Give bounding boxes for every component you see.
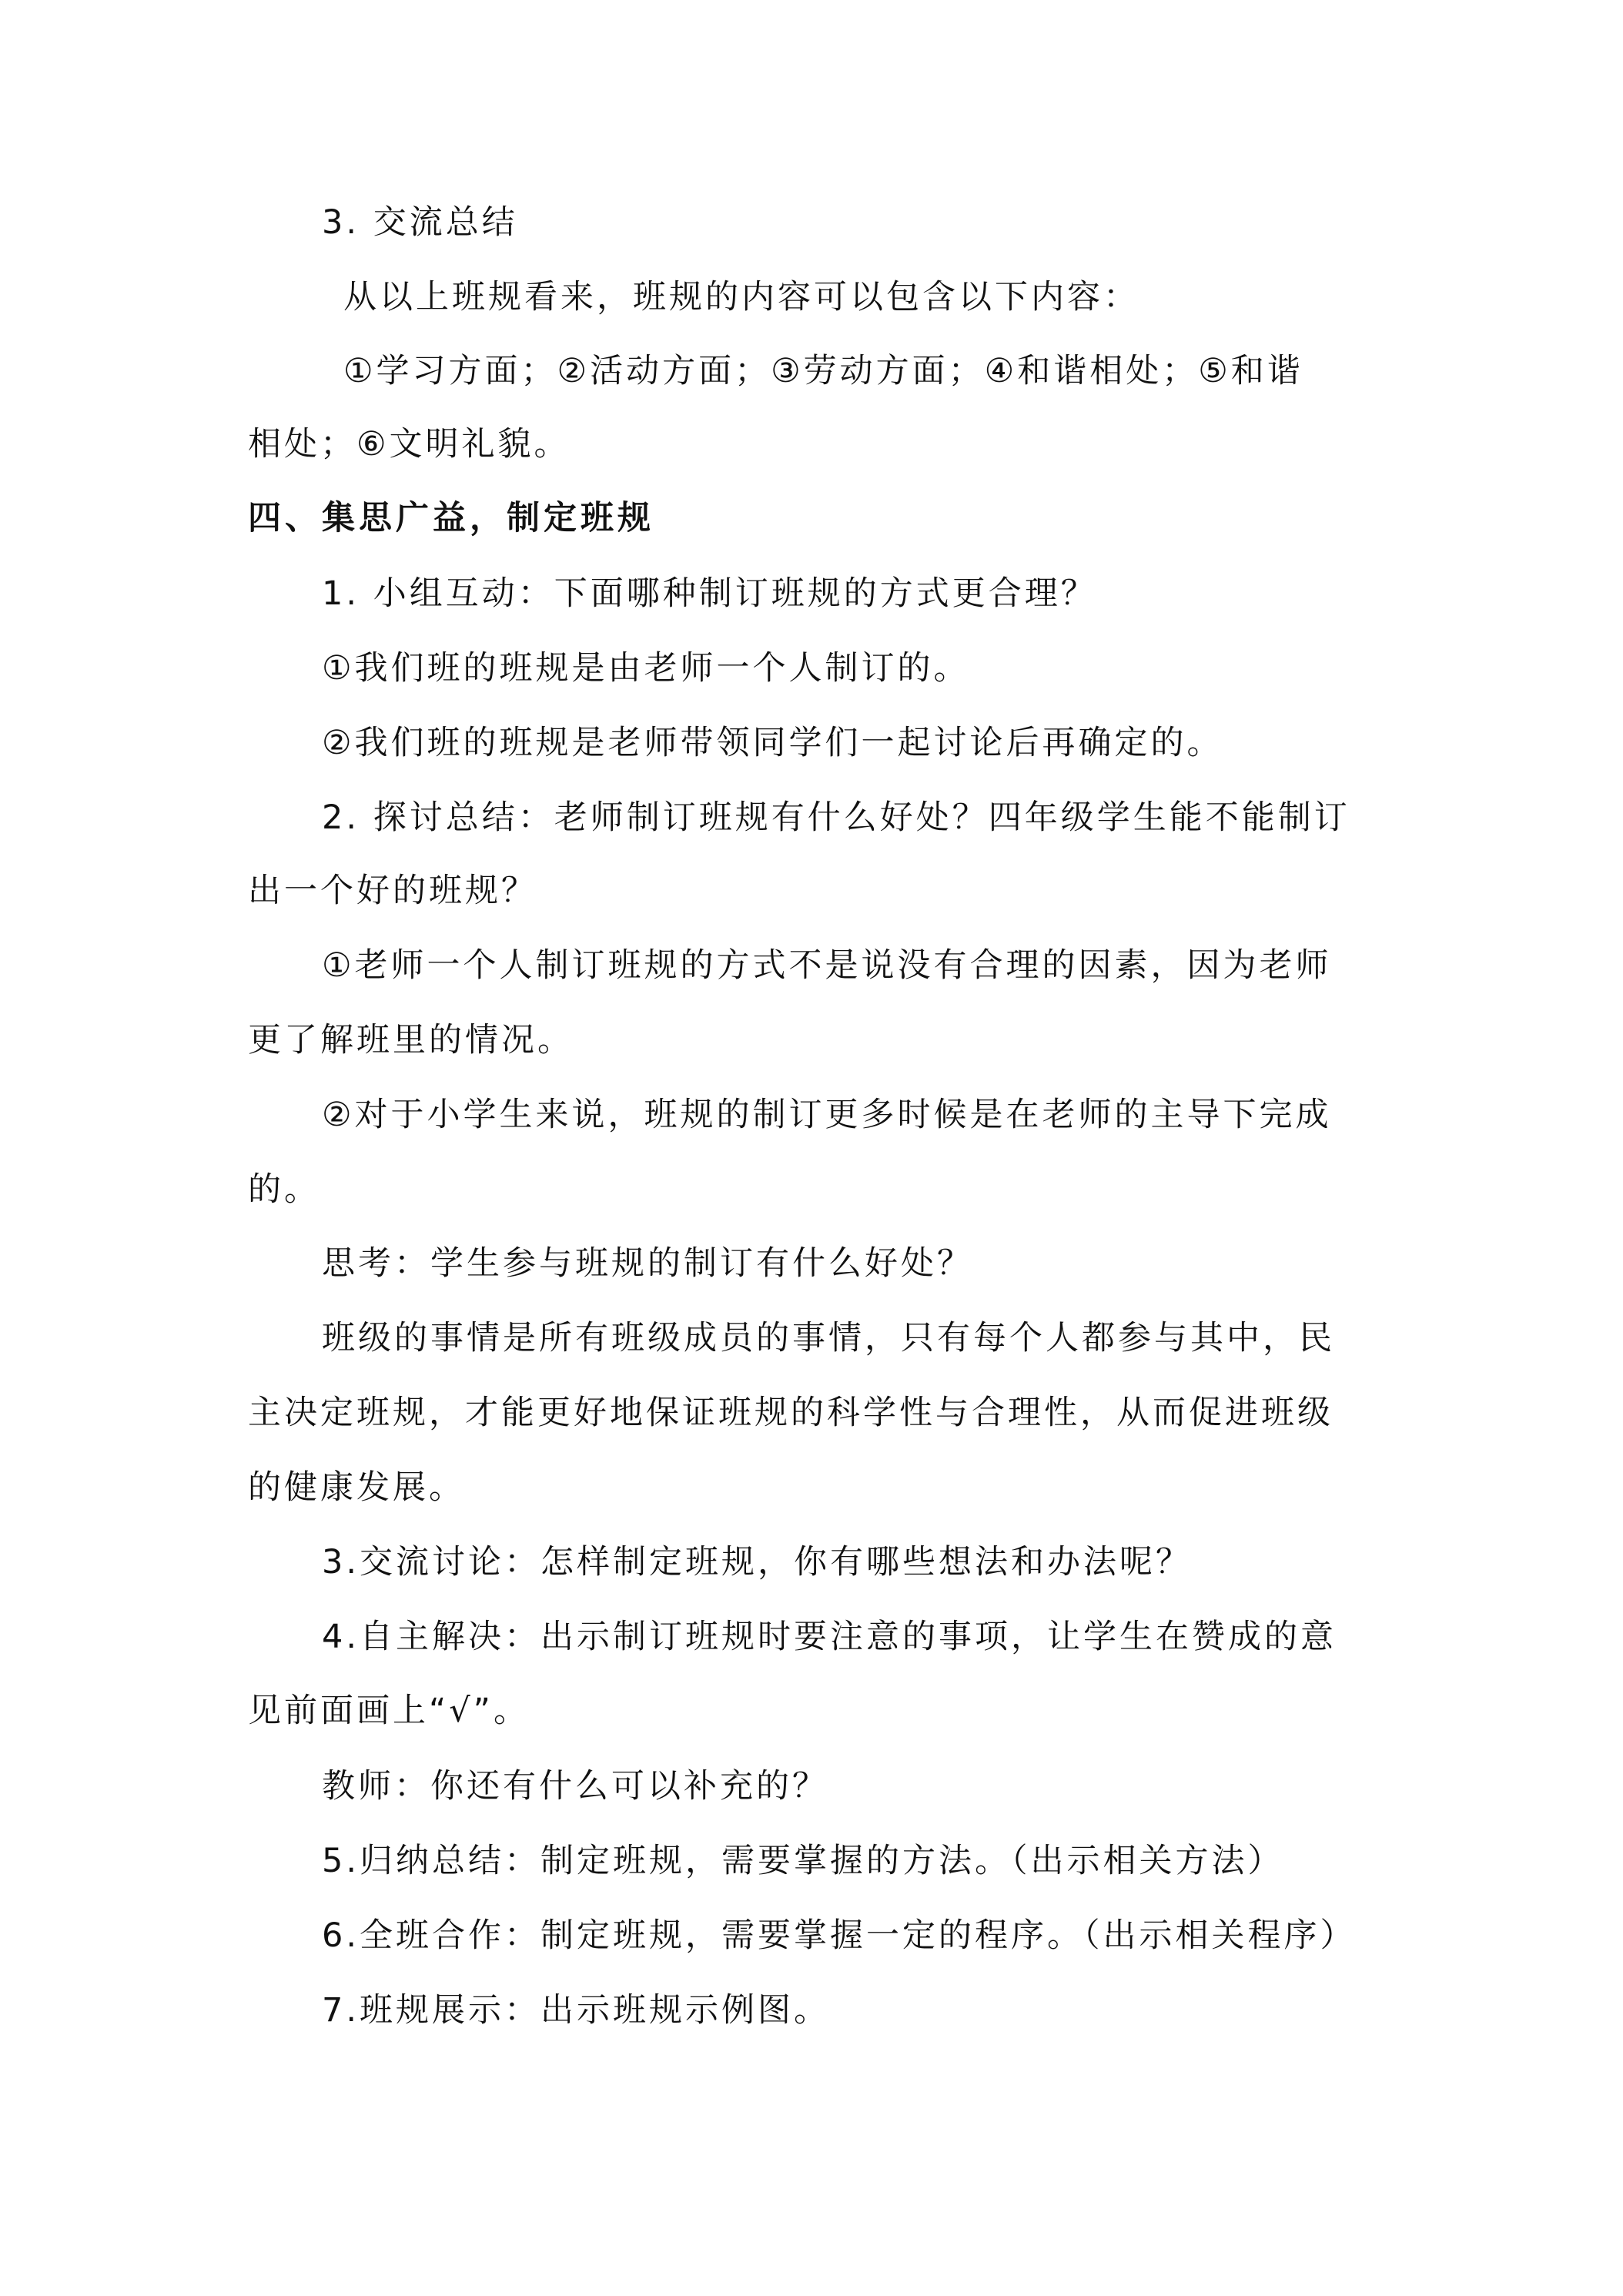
step-4-line-1: 4.自主解决：出示制订班规时要注意的事项，让学生在赞成的意: [322, 1618, 1337, 1656]
step-7: 7.班规展示：出示班规示例图。: [322, 1991, 831, 2030]
step-4-line-2: 见前面画上“√”。: [248, 1692, 530, 1730]
point-1-line-1: ①老师一个人制订班规的方式不是说没有合理的因素，因为老师: [322, 946, 1332, 985]
option-2: ②我们班的班规是老师带领同学们一起讨论后再确定的。: [322, 724, 1223, 762]
step-3: 3.交流讨论：怎样制定班规，你有哪些想法和办法呢？: [322, 1543, 1193, 1581]
step-6: 6.全班合作：制定班规，需要掌握一定的程序。（出示相关程序）: [322, 1916, 1357, 1955]
answer-line-3: 的健康发展。: [248, 1468, 465, 1507]
paragraph-list-line-2: 相处；⑥文明礼貌。: [248, 425, 571, 464]
summary-step-heading: 3. 交流总结: [322, 203, 518, 242]
step-2-line-2: 出一个好的班规？: [248, 872, 537, 910]
point-2-line-1: ②对于小学生来说，班规的制订更多时候是在老师的主导下完成: [322, 1096, 1332, 1134]
point-2-line-2: 的。: [248, 1170, 320, 1209]
step-1-heading: 1. 小组互动：下面哪种制订班规的方式更合理？: [322, 574, 1097, 613]
section-heading: 四、集思广益，制定班规: [248, 499, 654, 537]
teacher-prompt: 教师：你还有什么可以补充的？: [322, 1767, 828, 1806]
answer-line-1: 班级的事情是所有班级成员的事情，只有每个人都参与其中，民: [322, 1319, 1335, 1357]
paragraph-intro: 从以上班规看来，班规的内容可以包含以下内容：: [343, 278, 1139, 316]
point-1-line-2: 更了解班里的情况。: [248, 1021, 574, 1059]
option-1: ①我们班的班规是由老师一个人制订的。: [322, 649, 970, 688]
step-5: 5.归纳总结：制定班规，需要掌握的方法。（出示相关方法）: [322, 1842, 1284, 1880]
think-question: 思考：学生参与班规的制订有什么好处？: [322, 1244, 973, 1283]
step-2-line-1: 2. 探讨总结：老师制订班规有什么好处？四年级学生能不能制订: [322, 798, 1350, 837]
answer-line-2: 主决定班规，才能更好地保证班规的科学性与合理性，从而促进班级: [248, 1394, 1334, 1432]
paragraph-list-line-1: ①学习方面；②活动方面；③劳动方面；④和谐相处；⑤和谐: [343, 352, 1303, 390]
